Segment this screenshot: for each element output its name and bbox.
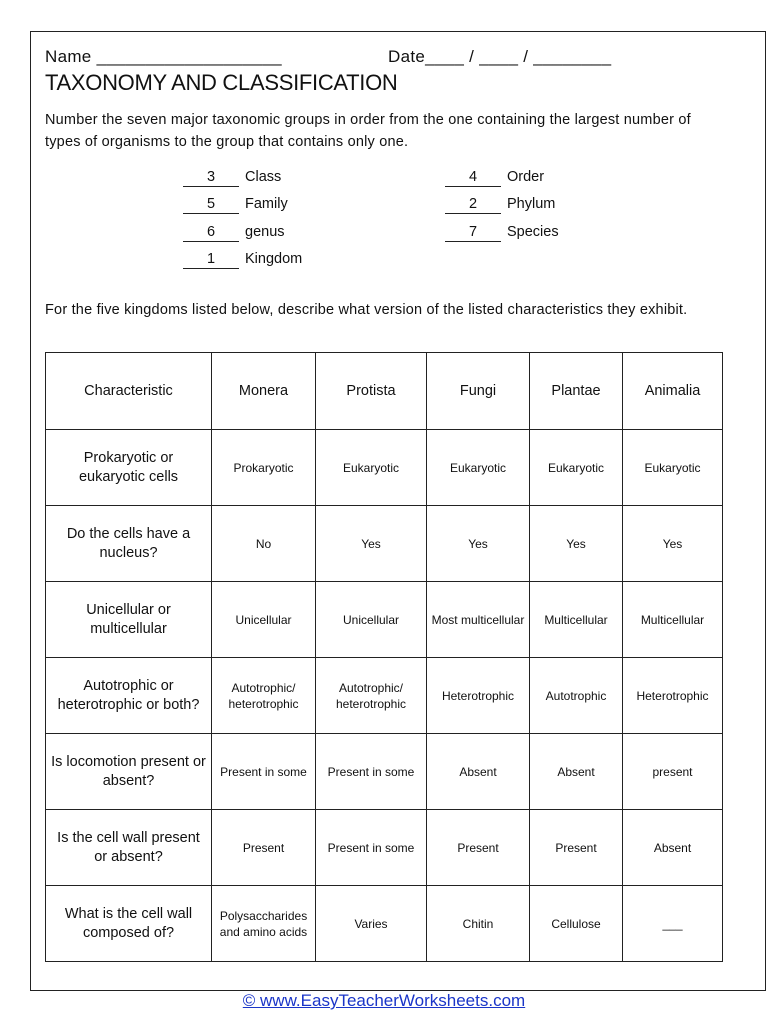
table-row xyxy=(46,658,723,734)
column-header: Monera xyxy=(212,353,316,430)
table-row xyxy=(46,506,723,582)
rank-item xyxy=(183,223,285,245)
characteristic-cell: Prokaryotic or eukaryotic cells xyxy=(46,430,212,506)
table-cell: Eukaryotic xyxy=(530,430,623,506)
characteristic-cell: Unicellular or multicellular xyxy=(46,582,212,658)
table-cell: Yes xyxy=(427,506,530,582)
rank-number: 1 xyxy=(183,250,239,269)
table-row xyxy=(46,430,723,506)
table-row xyxy=(46,810,723,886)
rank-item xyxy=(445,195,555,217)
table-cell: Autotrophic/ heterotrophic xyxy=(316,658,427,734)
table-cell: Autotrophic xyxy=(530,658,623,734)
rank-item xyxy=(183,168,281,190)
rank-name: Class xyxy=(245,169,282,185)
table-cell: Multicellular xyxy=(530,582,623,658)
rank-name: Species xyxy=(507,224,559,240)
table-cell: Eukaryotic xyxy=(623,430,723,506)
table-cell: Absent xyxy=(427,734,530,810)
column-header: Protista xyxy=(316,353,427,430)
table-cell: Heterotrophic xyxy=(427,658,530,734)
table-cell: Varies xyxy=(316,886,427,962)
instructions-kingdoms: For the five kingdoms listed below, describe what version of the listed characteristics they exhibit. xyxy=(45,302,688,318)
table-cell: No xyxy=(212,506,316,582)
column-header: Fungi xyxy=(427,353,530,430)
kingdom-table xyxy=(45,352,723,962)
characteristic-cell: Autotrophic or heterotrophic or both? xyxy=(46,658,212,734)
table-cell: Present in some xyxy=(316,810,427,886)
date-field-label: Date____ / ____ / ________ xyxy=(388,47,612,66)
rank-item xyxy=(445,168,544,190)
rank-name: Kingdom xyxy=(245,251,303,267)
rank-item xyxy=(183,195,288,217)
rank-number: 3 xyxy=(183,168,239,187)
table-cell: ___ xyxy=(623,886,723,962)
table-cell: Chitin xyxy=(427,886,530,962)
table-cell: Heterotrophic xyxy=(623,658,723,734)
table-cell: Absent xyxy=(623,810,723,886)
table-cell: Yes xyxy=(530,506,623,582)
rank-name: Order xyxy=(507,169,545,185)
table-cell: Yes xyxy=(623,506,723,582)
table-header-row xyxy=(46,353,723,430)
characteristic-cell: Do the cells have a nucleus? xyxy=(46,506,212,582)
table-cell: Yes xyxy=(316,506,427,582)
table-cell: Present in some xyxy=(316,734,427,810)
table-cell: Cellulose xyxy=(530,886,623,962)
rank-number: 2 xyxy=(445,195,501,214)
table-cell: Absent xyxy=(530,734,623,810)
table-cell: present xyxy=(623,734,723,810)
name-field-label: Name ___________________ xyxy=(45,47,282,66)
table-cell: Prokaryotic xyxy=(212,430,316,506)
column-header: Characteristic xyxy=(46,353,212,430)
characteristic-cell: What is the cell wall composed of? xyxy=(46,886,212,962)
rank-name: genus xyxy=(245,224,285,240)
table-cell: Present xyxy=(530,810,623,886)
characteristic-cell: Is the cell wall present or absent? xyxy=(46,810,212,886)
website-link[interactable]: © www.EasyTeacherWorksheets.com xyxy=(242,991,526,1010)
table-cell: Eukaryotic xyxy=(316,430,427,506)
page-title: TAXONOMY AND CLASSIFICATION xyxy=(45,70,398,95)
rank-number: 6 xyxy=(183,223,239,242)
table-cell: Most multicellular xyxy=(427,582,530,658)
rank-number: 7 xyxy=(445,223,501,242)
rank-name: Family xyxy=(245,196,288,212)
rank-name: Phylum xyxy=(507,196,556,212)
table-cell: Unicellular xyxy=(212,582,316,658)
characteristic-cell: Is locomotion present or absent? xyxy=(46,734,212,810)
table-cell: Present xyxy=(212,810,316,886)
table-row xyxy=(46,886,723,962)
table-row xyxy=(46,582,723,658)
rank-number: 4 xyxy=(445,168,501,187)
instructions-ranks: Number the seven major taxonomic groups in order from the one containing the largest number of types of organisms to the group that contains only one. xyxy=(45,112,691,150)
column-header: Plantae xyxy=(530,353,623,430)
table-cell: Unicellular xyxy=(316,582,427,658)
column-header: Animalia xyxy=(623,353,723,430)
rank-number: 5 xyxy=(183,195,239,214)
table-cell: Multicellular xyxy=(623,582,723,658)
table-cell: Autotrophic/ heterotrophic xyxy=(212,658,316,734)
table-cell: Eukaryotic xyxy=(427,430,530,506)
table-cell: Present xyxy=(427,810,530,886)
rank-item xyxy=(183,250,302,272)
rank-item xyxy=(445,223,559,245)
table-cell: Present in some xyxy=(212,734,316,810)
footer xyxy=(0,991,768,1011)
table-row xyxy=(46,734,723,810)
table-cell: Polysaccharides and amino acids xyxy=(212,886,316,962)
